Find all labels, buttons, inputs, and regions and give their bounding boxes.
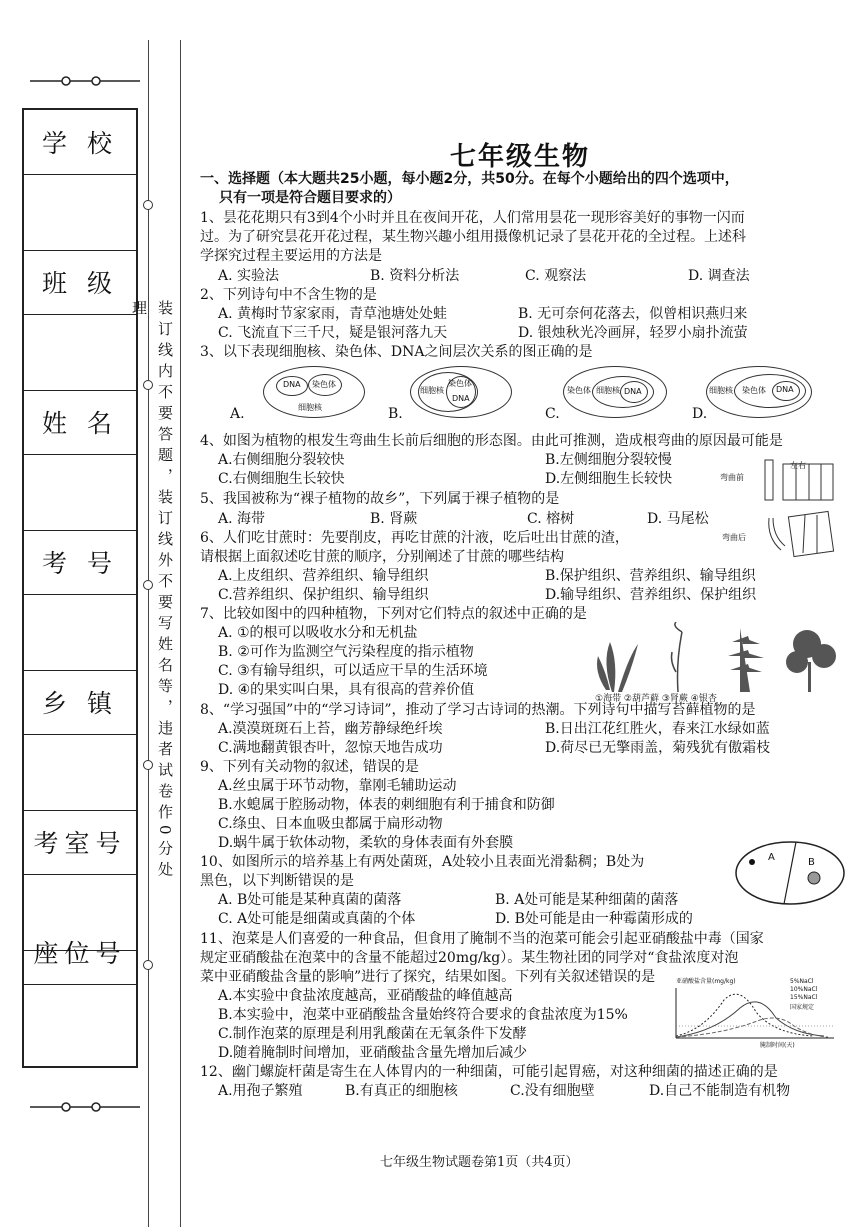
- q12-option-b: B.有真正的细胞核: [345, 1083, 458, 1099]
- class-field[interactable]: [24, 314, 136, 391]
- q10-option-a: A. B处可能是某种真菌的菌落: [218, 892, 402, 908]
- q3-option-a: A.: [230, 406, 245, 422]
- q8-option-a: A.漠漠斑斑石上苔，幽芳静绿绝纤埃: [218, 721, 443, 737]
- q3-option-c: C.: [545, 406, 560, 422]
- q8-option-b: B.日出江花红胜火，春来江水绿如蓝: [545, 721, 770, 737]
- q9-option-d: D.蜗牛属于软体动物，柔软的身体表面有外套膜: [218, 835, 514, 851]
- q1-option-a: A. 实验法: [218, 268, 280, 284]
- q3-stem: 3、以下表现细胞核、染色体、DNA之间层次关系的图正确的是: [200, 344, 593, 360]
- q4-option-d: D.左侧细胞生长较快: [545, 471, 673, 487]
- top-ornament: [30, 74, 140, 88]
- q10-option-d: D. B处可能是由一种霉菌形成的: [495, 911, 693, 927]
- township-label: 乡 镇: [24, 670, 136, 735]
- q4-option-b: B.左侧细胞分裂较慢: [545, 452, 672, 468]
- page-footer: 七年级生物试题卷第1页（共4页）: [380, 1155, 579, 1170]
- q11-chart-xlabel: 腌制时间(天): [760, 1042, 795, 1049]
- q11-chart-ylabel: 亚硝酸盐含量(mg/kg): [676, 978, 736, 985]
- q5-stem: 5、我国被称为“裸子植物的故乡”，下列属于裸子植物的是: [200, 491, 560, 507]
- q10-label-b: B: [808, 857, 815, 868]
- q11-legend-4: 国家规定: [790, 1004, 815, 1011]
- q2-option-a: A. 黄梅时节家家雨，青草池塘处处蛙: [218, 306, 448, 322]
- exam-number-field[interactable]: [24, 594, 136, 671]
- q11-legend-2: 10%NaCl: [790, 986, 818, 993]
- q10-label-a: A: [768, 852, 775, 863]
- q11-legend-1: 5%NaCl: [790, 978, 814, 985]
- q5-option-c: C. 榕树: [527, 511, 575, 527]
- township-field[interactable]: [24, 734, 136, 811]
- name-label: 姓 名: [24, 390, 136, 455]
- q2-option-d: D. 银烛秋光冷画屏，轻罗小扇扑流萤: [518, 325, 748, 341]
- binding-hole: [143, 200, 153, 210]
- q1-stem: 1、昙花花期只有3到4个小时并且在夜间开花，人们常用昙花一现形容美好的事物一闪而: [200, 210, 745, 226]
- q1-option-b: B. 资料分析法: [370, 268, 460, 284]
- q8-option-c: C.满地翻黄银杏叶，忽惊天地告成功: [218, 740, 443, 756]
- school-field[interactable]: [24, 174, 136, 251]
- q12-option-a: A.用孢子繁殖: [218, 1083, 303, 1099]
- binding-line-right: [180, 40, 181, 1227]
- q7-stem: 7、比较如图中的四种植物，下列对它们特点的叙述中正确的是: [200, 606, 587, 622]
- q10-option-c: C. A处可能是细菌或真菌的个体: [218, 911, 416, 927]
- class-label: 班 级: [24, 250, 136, 315]
- q4-stem: 4、如图为植物的根发生弯曲生长前后细胞的形态图。由此可推测，造成根弯曲的原因最可能是: [200, 433, 783, 449]
- q1-option-c: C. 观察法: [525, 268, 587, 284]
- q7-plants-figure: [592, 622, 847, 692]
- q12-stem: 12、幽门螺旋杆菌是寄生在人体胃内的一种细菌，可能引起胃癌，对这种细菌的描述正确的是: [200, 1064, 778, 1080]
- q7-option-b: B. ②可作为监测空气污染程度的指示植物: [218, 644, 474, 660]
- q10-stem: 10、如图所示的培养基上有两处菌斑，A处较小且表面光滑黏稠；B处为: [200, 854, 645, 870]
- q4-option-a: A.右侧细胞分裂较快: [218, 452, 345, 468]
- q11-stem: 11、泡菜是人们喜爱的一种食品，但食用了腌制不当的泡菜可能会引起亚硝酸盐中毒（国家: [200, 931, 764, 947]
- q11-stem: 规定亚硝酸盐在泡菜中的含量不能超过20mg/kg）。某生物社团的同学对“食盐浓度对泡: [200, 950, 739, 966]
- binding-notice: 装订线内不要答题，装订线外不要写姓名等，违者试卷作0分处理: [130, 300, 174, 883]
- q2-option-c: C. 飞流直下三千尺，疑是银河落九天: [218, 325, 448, 341]
- name-field[interactable]: [24, 454, 136, 531]
- exam-room-label: 考室号: [24, 810, 136, 875]
- q11-stem: 菜中亚硝酸盐含量的影响”进行了探究，结果如图。下列有关叙述错误的是: [200, 969, 656, 985]
- q7-option-c: C. ③有输导组织，可以适应干旱的生活环境: [218, 663, 488, 679]
- q12-option-d: D.自己不能制造有机物: [649, 1083, 791, 1099]
- q8-stem: 8、“学习强国”中的“学习诗词”，推动了学习古诗词的热潮。下列诗句中描写苔藓植物的是: [200, 702, 756, 718]
- q6-option-a: A.上皮组织、营养组织、输导组织: [218, 568, 429, 584]
- q7-option-a: A. ①的根可以吸收水分和无机盐: [218, 625, 418, 641]
- q11-option-b: B.本实验中，泡菜中亚硝酸盐含量始终符合要求的食盐浓度为15%: [218, 1007, 628, 1023]
- q8-option-d: D.荷尽已无擎雨盖，菊残犹有傲霜枝: [545, 740, 771, 756]
- q5-option-b: B. 肾蕨: [370, 511, 418, 527]
- q7-option-d: D. ④的果实叫白果，具有很高的营养价值: [218, 682, 475, 698]
- q9-option-a: A.丝虫属于环节动物，靠刚毛辅助运动: [218, 778, 457, 794]
- q11-option-d: D.随着腌制时间增加，亚硝酸盐含量先增加后减少: [218, 1045, 528, 1061]
- q5-option-a: A. 海带: [218, 511, 266, 527]
- q11-option-a: A.本实验中食盐浓度越高，亚硝酸盐的峰值越高: [218, 988, 513, 1004]
- q7-figure-caption: ①海带 ②葫芦藓 ③肾蕨 ④银杏: [595, 694, 717, 704]
- q12-option-c: C.没有细胞壁: [510, 1083, 595, 1099]
- school-label: 学 校: [24, 110, 136, 175]
- section-heading: 一、选择题（本大题共25小题，每小题2分，共50分。在每个小题给出的四个选项中，: [200, 171, 739, 187]
- seat-field[interactable]: [24, 984, 136, 1064]
- q1-option-d: D. 调查法: [688, 268, 750, 284]
- q11-legend-3: 15%NaCl: [790, 994, 818, 1001]
- q9-option-b: B.水螅属于腔肠动物，体表的刺细胞有利于捕食和防御: [218, 797, 555, 813]
- q3-option-b: B.: [388, 406, 403, 422]
- q5-option-d: D. 马尾松: [647, 511, 709, 527]
- q10-petri-figure: [732, 838, 848, 908]
- seat-label: 座位号: [24, 920, 136, 985]
- q11-option-c: C.制作泡菜的原理是利用乳酸菌在无氧条件下发酵: [218, 1026, 527, 1042]
- q6-option-c: C.营养组织、保护组织、输导组织: [218, 587, 429, 603]
- q6-option-d: D.输导组织、营养组织、保护组织: [545, 587, 757, 603]
- binding-line-left: [148, 40, 149, 1227]
- q3-option-d: D.: [692, 406, 708, 422]
- student-info-panel: [22, 108, 138, 1068]
- q10-option-b: B. A处可能是某种细菌的菌落: [495, 892, 679, 908]
- exam-number-label: 考 号: [24, 530, 136, 595]
- binding-hole: [143, 960, 153, 970]
- q1-stem: 过。为了研究昙花开花过程，某生物兴趣小组用摄像机记录了昙花开花的全过程。上述科: [200, 229, 746, 245]
- q6-stem: 请根据上面叙述吃甘蔗的顺序，分别阐述了甘蔗的哪些结构: [200, 549, 564, 565]
- bottom-ornament: [30, 1100, 140, 1114]
- q9-option-c: C.绦虫、日本血吸虫都属于扁形动物: [218, 816, 443, 832]
- q10-stem: 黑色，以下判断错误的是: [200, 873, 354, 889]
- q2-option-b: B. 无可奈何花落去，似曾相识燕归来: [518, 306, 748, 322]
- q9-stem: 9、下列有关动物的叙述，错误的是: [200, 759, 419, 775]
- section-heading-cont: 只有一项是符合题目要求的）: [219, 190, 401, 206]
- q6-stem: 6、人们吃甘蔗时：先要削皮，再吃甘蔗的汁液，吃后吐出甘蔗的渣，: [200, 530, 629, 546]
- q2-stem: 2、下列诗句中不含生物的是: [200, 287, 377, 303]
- q1-stem: 学探究过程主要运用的方法是: [200, 248, 382, 264]
- page-title: 七年级生物: [450, 142, 591, 172]
- q4-option-c: C.右侧细胞生长较快: [218, 471, 345, 487]
- q6-option-b: B.保护组织、营养组织、输导组织: [545, 568, 756, 584]
